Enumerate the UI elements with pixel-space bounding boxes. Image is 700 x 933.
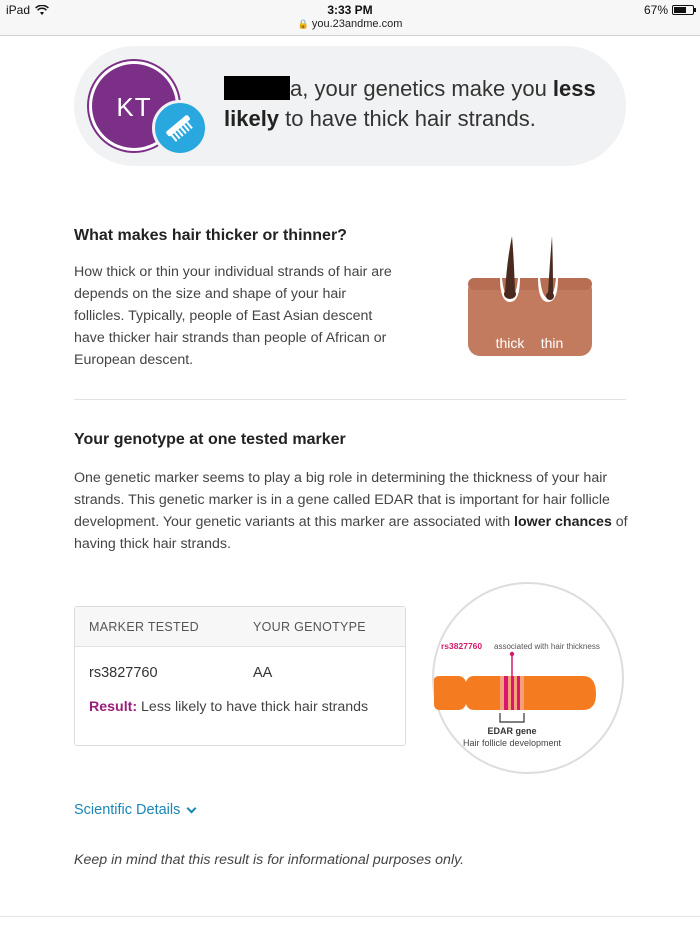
section-heading-genotype: Your genotype at one tested marker [74, 431, 346, 448]
diagram-gene-name: EDAR gene [487, 726, 537, 736]
battery-percent: 67% [643, 3, 668, 17]
section-heading-hair: What makes hair thicker or thinner? [74, 227, 347, 244]
section-body-genotype [74, 467, 630, 555]
avatar-initials: KT [116, 92, 152, 122]
diagram-marker-id: rs3827760 [441, 641, 483, 651]
hair-follicle-illustration [462, 230, 598, 360]
label-thin: thin [540, 335, 564, 351]
diagram-gene-function: Hair follicle development [462, 738, 562, 748]
address-bar[interactable] [0, 18, 700, 36]
scientific-details-label: Scientific Details [74, 802, 181, 818]
result-label: Result: [89, 699, 138, 715]
lock-icon: 🔒 [297, 19, 309, 29]
scientific-details-toggle[interactable] [74, 802, 195, 818]
device-label: iPad [6, 3, 31, 17]
status-time: 3:33 PM [327, 3, 373, 17]
url-text: you.23andme.com [311, 18, 403, 30]
genotype-body-bold: lower chances [514, 514, 612, 530]
label-thick: thick [495, 335, 525, 351]
page-bottom-divider [0, 916, 700, 917]
hero-banner [74, 46, 626, 166]
diagram-marker-desc: associated with hair thickness [494, 642, 600, 651]
hero-message [224, 74, 614, 134]
result-text: Less likely to have thick hair strands [141, 699, 369, 715]
hero-text-start: a, your genetics make you [290, 76, 553, 101]
genotype-body-end: of having thick hair strands. [74, 514, 628, 552]
col-marker-tested: MARKER TESTED [89, 620, 199, 634]
comb-icon [152, 100, 208, 156]
hero-emphasis: less likely [224, 76, 596, 131]
status-bar [0, 0, 700, 20]
gene-diagram [428, 580, 628, 776]
col-your-genotype: YOUR GENOTYPE [253, 620, 366, 634]
section-divider [74, 399, 626, 400]
chevron-down-icon [187, 803, 197, 813]
marker-id: rs3827760 [89, 665, 158, 681]
battery-fill [674, 7, 686, 13]
genotype-value: AA [253, 665, 273, 681]
hero-text-end: to have thick hair strands. [279, 106, 536, 131]
table-row [75, 647, 405, 697]
disclaimer-text: Keep in mind that this result is for informational purposes only. [74, 852, 465, 868]
section-body-hair: How thick or thin your individual strands of hair are depends on the size and shape of your hair follicles. Typically, people of East Asian descent have thicker hair strands than people of African or European descent. [74, 264, 392, 368]
battery-icon [672, 5, 694, 15]
table-header [75, 607, 405, 647]
result-line [89, 699, 368, 715]
redacted-name [224, 76, 290, 100]
genotype-body-start: One genetic marker seems to play a big role in determining the thickness of your hair strands. This genetic marker is in a gene called EDAR that is important for hair follicle development. Your genetic variants at this marker are associated with [74, 470, 610, 530]
marker-table [74, 606, 406, 746]
